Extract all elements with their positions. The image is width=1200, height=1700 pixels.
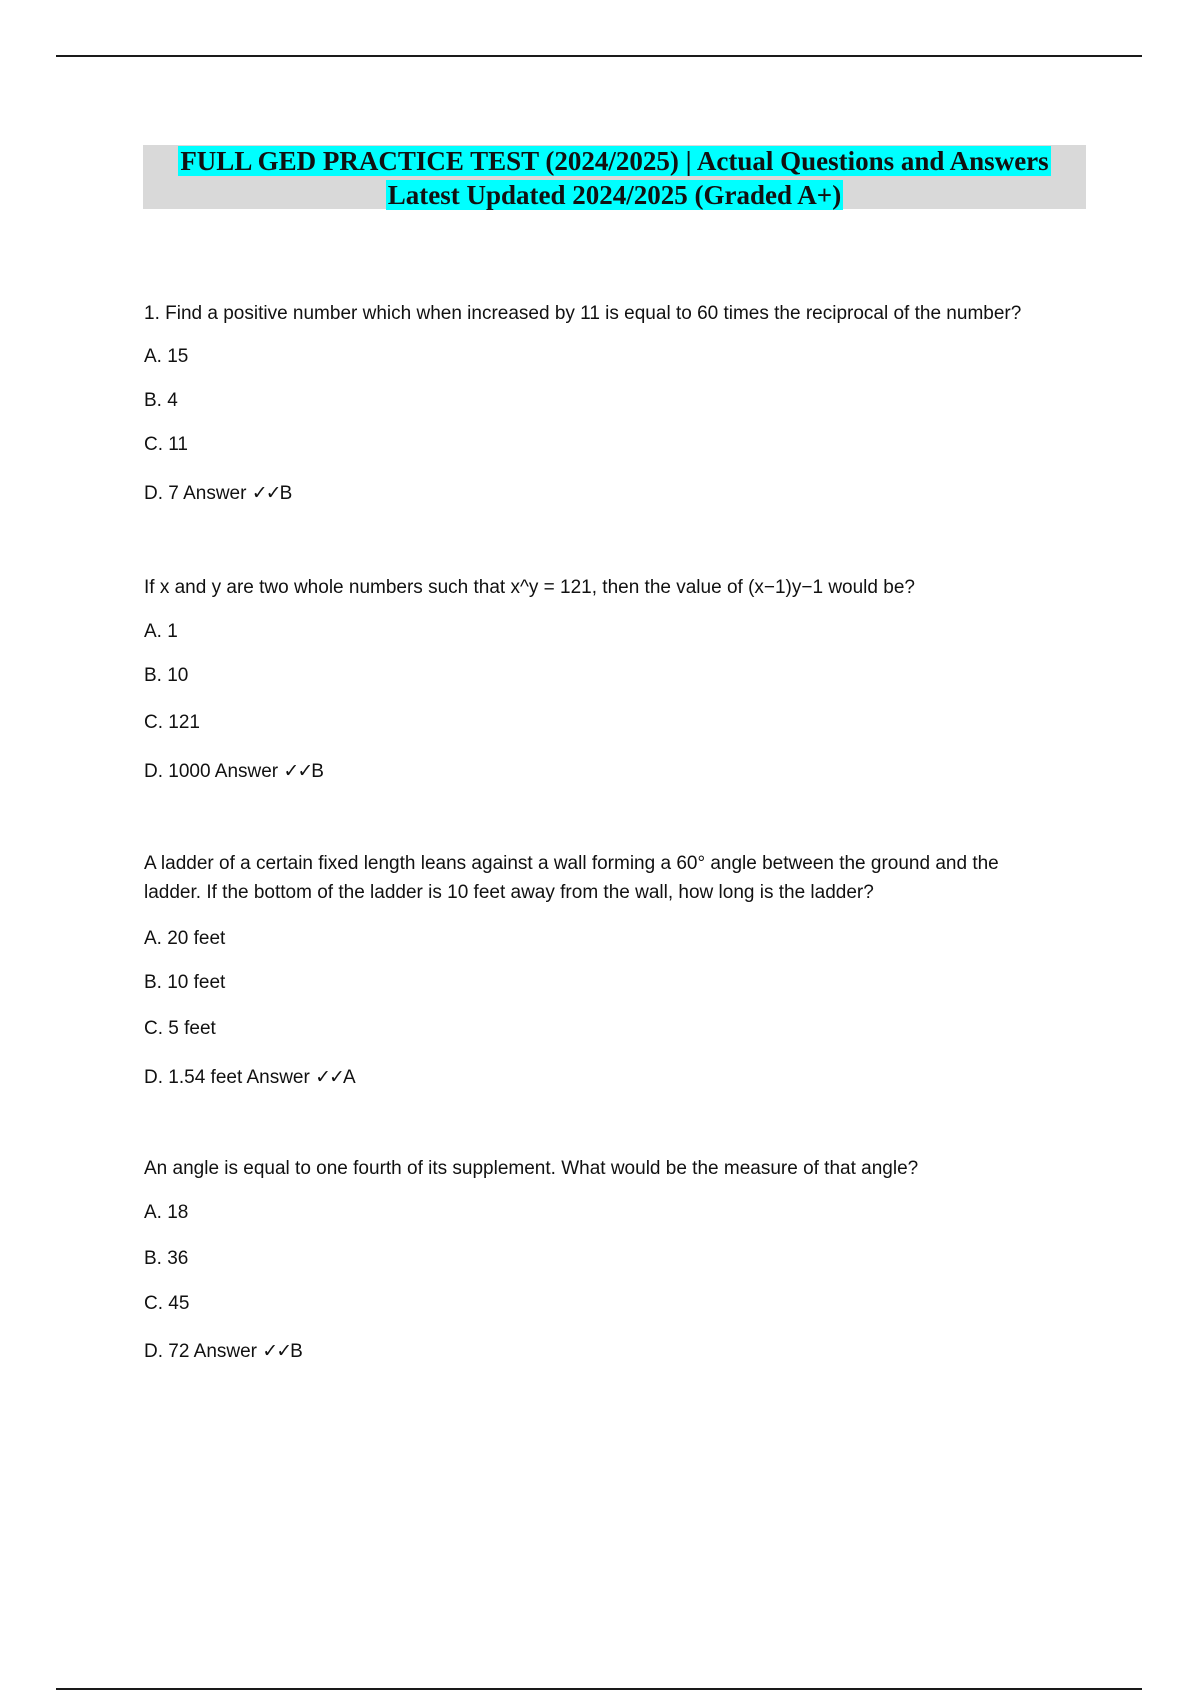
- title-line-2: Latest Updated 2024/2025 (Graded A+): [387, 180, 842, 210]
- bottom-rule: [56, 1688, 1142, 1690]
- question-2-option-a: A. 1: [144, 621, 178, 642]
- question-4-option-d: D. 72: [144, 1341, 190, 1362]
- question-3-option-a: A. 20 feet: [144, 928, 226, 949]
- question-3-option-d-row: [144, 1064, 356, 1091]
- question-3-answer-label: Answer: [246, 1067, 310, 1088]
- question-1-answer-value: B: [279, 483, 293, 504]
- question-2-option-d: D. 1000: [144, 761, 211, 782]
- question-1-answer-label: Answer: [183, 483, 247, 504]
- question-3-answer-value: A: [342, 1067, 356, 1088]
- question-2-option-c: C. 121: [144, 712, 200, 733]
- question-4-text: An angle is equal to one fourth of its supplement. What would be the measure of that angle?: [144, 1158, 919, 1179]
- question-3-option-b: B. 10 feet: [144, 972, 226, 993]
- double-check-icon: ✓✓: [315, 1066, 343, 1088]
- double-check-icon: ✓✓: [283, 760, 312, 782]
- question-1-option-c: C. 11: [144, 434, 189, 455]
- question-4-option-d-row: [144, 1338, 303, 1365]
- question-3-text-line-2: ladder. If the bottom of the ladder is 10 feet away from the wall, how long is the ladder?: [144, 882, 874, 903]
- question-2-option-d-row: [144, 758, 324, 785]
- question-1-option-d-row: [144, 480, 292, 507]
- question-1-option-d: D. 7: [144, 483, 179, 504]
- question-2-answer-label: Answer: [214, 761, 279, 782]
- question-3-option-d: D. 1.54 feet: [144, 1067, 243, 1088]
- question-4-option-a: A. 18: [144, 1202, 189, 1223]
- question-2-option-b: B. 10: [144, 665, 189, 686]
- question-1-text: 1. Find a positive number which when increased by 11 is equal to 60 times the reciprocal of the number?: [144, 303, 1022, 324]
- document-title: [143, 145, 1086, 209]
- question-3-option-c: C. 5 feet: [144, 1018, 216, 1039]
- question-4-answer-label: Answer: [193, 1341, 258, 1362]
- question-4-answer-value: B: [290, 1341, 303, 1362]
- question-2-text: If x and y are two whole numbers such that x^y = 121, then the value of (x−1)y−1 would be?: [144, 577, 915, 598]
- double-check-icon: ✓✓: [262, 1340, 291, 1362]
- question-2-answer-value: B: [311, 761, 324, 782]
- question-4-option-c: C. 45: [144, 1293, 190, 1314]
- question-3-text-line-1: A ladder of a certain fixed length leans against a wall forming a 60° angle between the ground and the: [144, 853, 999, 874]
- top-rule: [56, 55, 1142, 57]
- double-check-icon: ✓✓: [251, 482, 280, 504]
- question-1-option-b: B. 4: [144, 390, 178, 411]
- title-line-1: FULL GED PRACTICE TEST (2024/2025) | Actual Questions and Answers: [180, 146, 1049, 176]
- question-1-option-a: A. 15: [144, 346, 189, 367]
- question-4-option-b: B. 36: [144, 1248, 189, 1269]
